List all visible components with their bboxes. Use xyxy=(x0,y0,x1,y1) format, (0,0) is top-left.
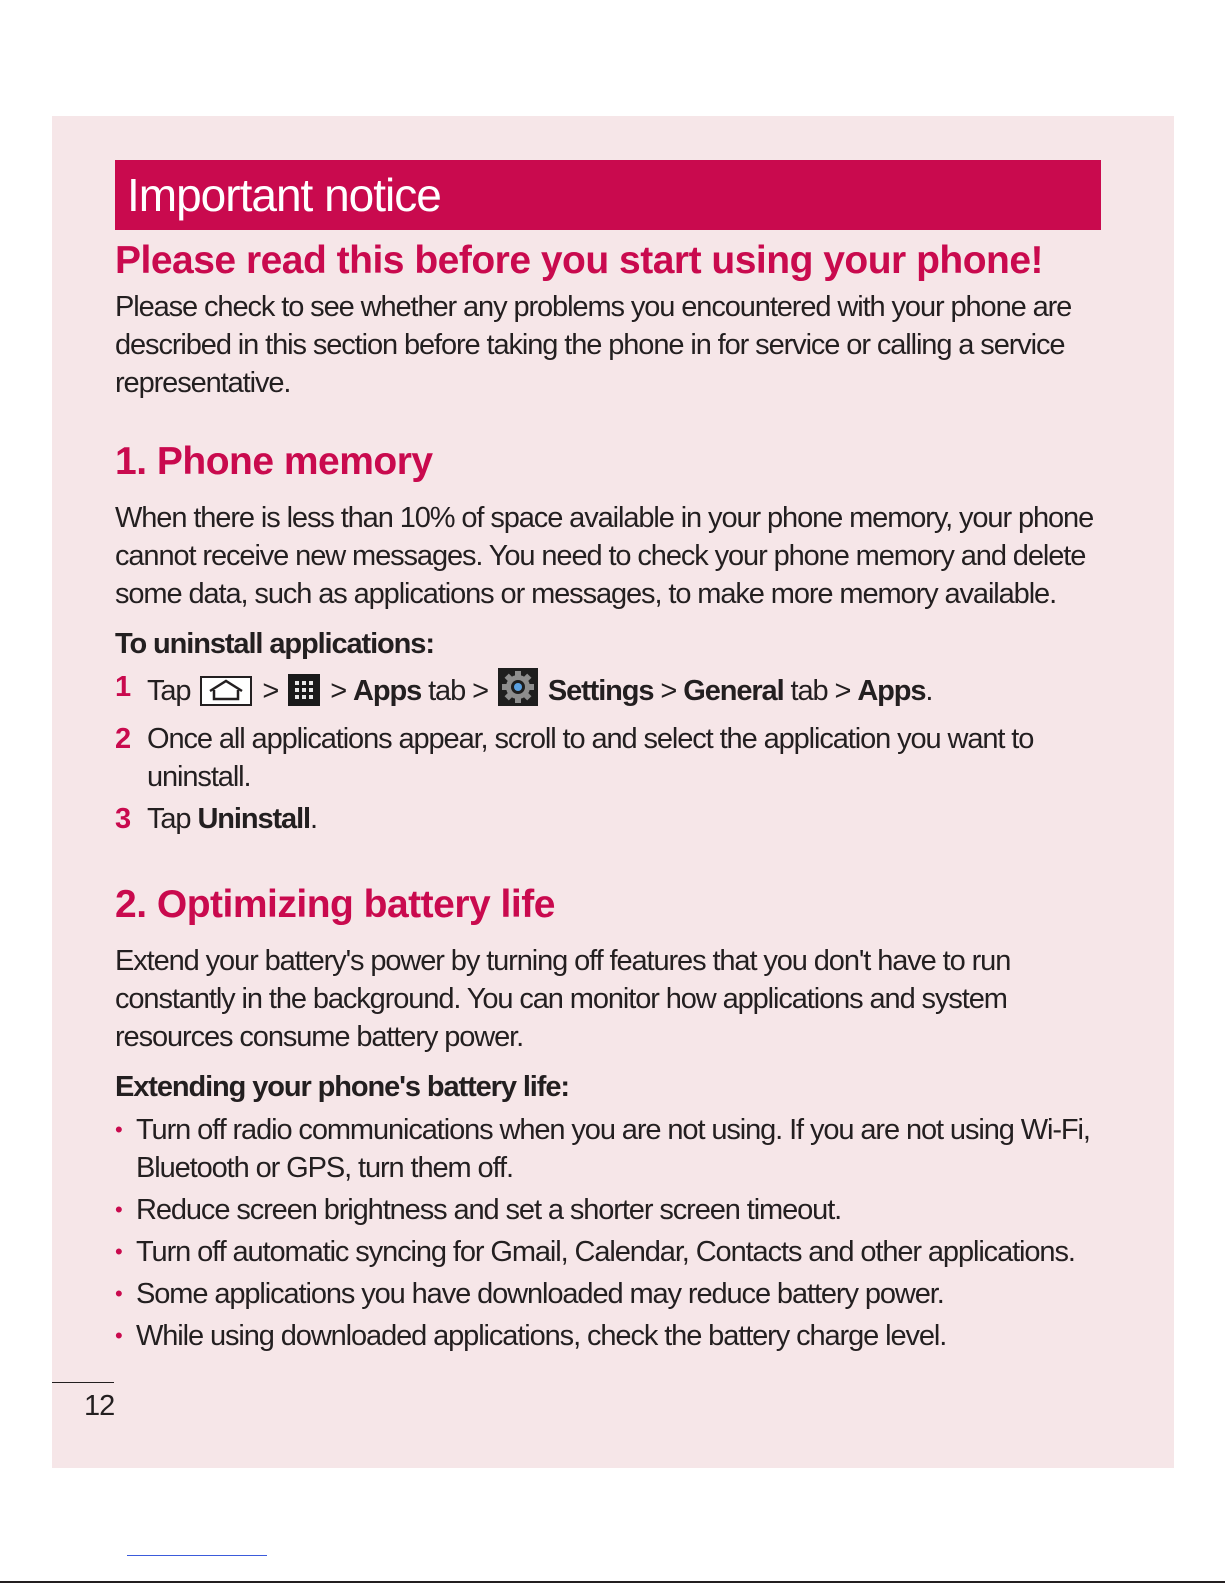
bullet-text: Reduce screen brightness and set a shorter screen timeout. xyxy=(136,1194,842,1226)
step-apps-final-label: Apps xyxy=(857,675,926,707)
bullet-text: Turn off radio communications when you are not using. If you are not using Wi-Fi, Bluetooth or GPS, turn them off. xyxy=(136,1114,1090,1184)
uninstall-steps xyxy=(115,668,1105,838)
banner-title: Important notice xyxy=(127,169,441,221)
battery-tips xyxy=(115,1111,1105,1355)
page-number-rule xyxy=(52,1382,114,1383)
bullet-icon: • xyxy=(115,1281,122,1306)
settings-gear-icon xyxy=(498,668,538,716)
step-separator: > xyxy=(262,675,279,707)
section-battery-title: 2. Optimizing battery life xyxy=(115,883,555,926)
step-separator: > xyxy=(660,675,677,707)
step-separator: > xyxy=(472,675,488,707)
bullet-icon: • xyxy=(115,1323,122,1348)
step-text: Tap xyxy=(147,803,191,835)
content xyxy=(115,234,1105,1359)
lead-heading: Please read this before you start using your phone! xyxy=(115,239,1044,282)
step-number: 1 xyxy=(115,671,131,703)
step-period: . xyxy=(925,675,933,707)
step-separator: > xyxy=(834,675,851,707)
home-key-icon xyxy=(200,676,252,716)
step-1 xyxy=(115,668,1105,716)
step-separator: > xyxy=(330,675,347,707)
step-tab-word: tab xyxy=(790,675,828,707)
step-number: 3 xyxy=(115,803,131,835)
step-3 xyxy=(115,800,1105,838)
bullet-text: Turn off automatic syncing for Gmail, Calendar, Contacts and other applications. xyxy=(136,1236,1075,1268)
notice-banner xyxy=(115,160,1101,230)
step-tab-word: tab xyxy=(428,675,466,707)
step-uninstall-label: Uninstall xyxy=(197,803,310,835)
step-period: . xyxy=(310,803,317,835)
step-settings-label: Settings xyxy=(547,675,654,707)
list-item xyxy=(115,1191,1105,1229)
bullet-icon: • xyxy=(115,1197,122,1222)
bullet-icon: • xyxy=(115,1117,122,1142)
battery-subhead: Extending your phone's battery life: xyxy=(115,1071,569,1103)
bullet-text: While using downloaded applications, check the battery charge level. xyxy=(136,1320,947,1352)
page-number: 12 xyxy=(84,1390,115,1422)
list-item xyxy=(115,1317,1105,1355)
list-item xyxy=(115,1111,1105,1187)
step-number: 2 xyxy=(115,723,131,755)
bottom-link-underline xyxy=(127,1555,267,1556)
step-text: Tap xyxy=(147,675,191,707)
apps-grid-icon xyxy=(288,674,320,716)
step-apps-label: Apps xyxy=(353,675,422,707)
bottom-border xyxy=(0,1581,1225,1583)
step-text: Once all applications appear, scroll to and select the application you want to uninstall. xyxy=(147,723,1034,793)
section-phone-memory-body: When there is less than 10% of space available in your phone memory, your phone cannot receive new messages. You need to check your phone memory and delete some data, such as applications or messages, to make more memory available. xyxy=(115,502,1094,610)
bullet-icon: • xyxy=(115,1239,122,1264)
section-phone-memory-title: 1. Phone memory xyxy=(115,440,433,483)
uninstall-subhead: To uninstall applications: xyxy=(115,628,434,660)
list-item xyxy=(115,1275,1105,1313)
step-2 xyxy=(115,720,1105,796)
bullet-text: Some applications you have downloaded may reduce battery power. xyxy=(136,1278,944,1310)
lead-body: Please check to see whether any problems you encountered with your phone are described in this section before taking the phone in for service or calling a service representative. xyxy=(115,291,1072,399)
section-battery-body: Extend your battery's power by turning off features that you don't have to run constantly in the background. You can monitor how applications and system resources consume battery power. xyxy=(115,945,1011,1053)
step-general-label: General xyxy=(683,675,784,707)
list-item xyxy=(115,1233,1105,1271)
